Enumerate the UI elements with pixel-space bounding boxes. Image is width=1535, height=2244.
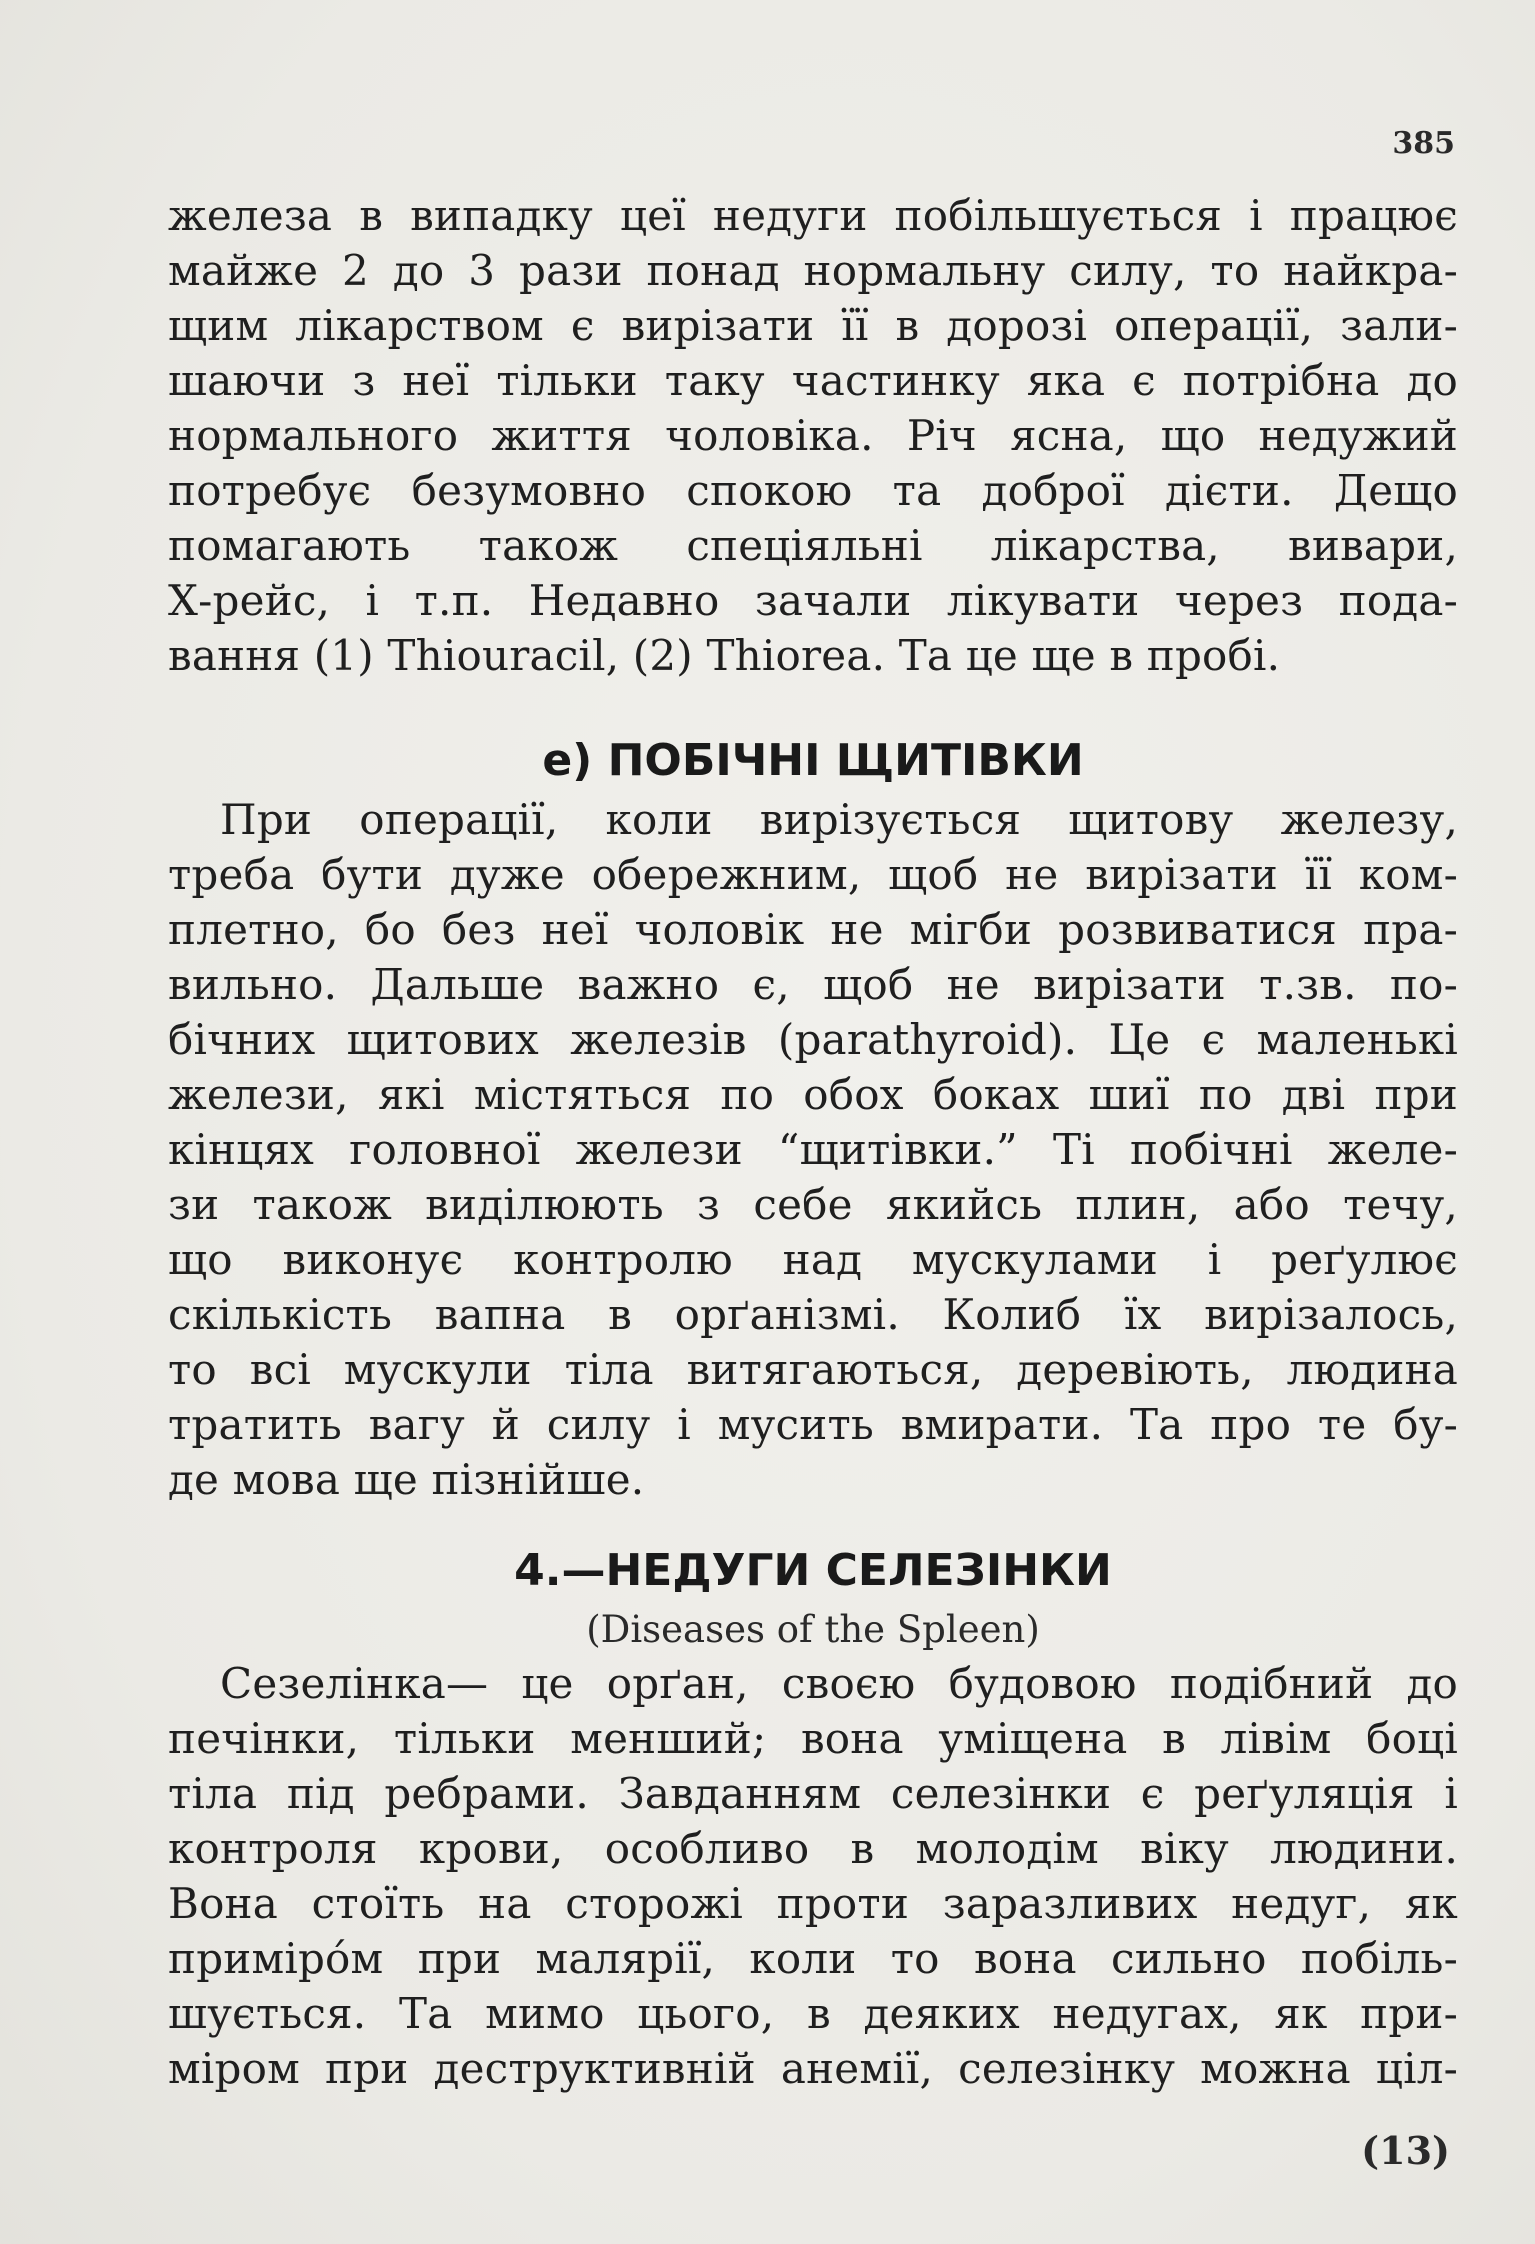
text-line: железа в випадку цеї недуги побільшується і працює: [168, 191, 1458, 240]
text-line: щим лікарством є вирізати її в дорозі операції, зали-: [168, 301, 1458, 350]
text-line: треба бути дуже обережним, щоб не вирізати її ком-: [168, 850, 1458, 899]
text-line: печінки, тільки менший; вона уміщена в лівім боці: [168, 1714, 1458, 1763]
text-line: кінцях головної желези “щитівки.” Ті побічні желе-: [168, 1125, 1458, 1174]
text-line: плетно, бо без неї чоловік не мігби розвиватися пра-: [168, 905, 1458, 954]
text-line: що виконує контролю над мускулами і реґулює: [168, 1235, 1458, 1284]
page-number: 385: [1392, 126, 1455, 161]
paragraph-parathyroid: [168, 792, 1458, 1507]
text-line: потребує безумовно спокою та доброї дієти. Дещо: [168, 466, 1458, 515]
paragraph-spleen: [168, 1656, 1458, 2096]
text-line: шаючи з неї тільки таку частинку яка є потрібна до: [168, 356, 1458, 405]
text-line: Х-рейс, і т.п. Недавно зачали лікувати через пода-: [168, 576, 1458, 625]
text-line: Вона стоїть на сторожі проти заразливих недуг, як: [168, 1879, 1458, 1928]
section-subheading-spleen: (Diseases of the Spleen): [586, 1608, 1040, 1651]
text-line: бічних щитових железів (parathyroid). Це є маленькі: [168, 1015, 1458, 1064]
text-line: шується. Та мимо цього, в деяких недугах, як при-: [168, 1989, 1458, 2038]
text-line: вання (1) Thiouracil, (2) Thiorea. Та це ще в пробі.: [168, 631, 1281, 680]
text-line: Сезелінка— це орґан, своєю будовою подібний до: [220, 1659, 1458, 1708]
text-line: тратить вагу й силу і мусить вмирати. Та про те бу-: [168, 1400, 1458, 1449]
text-line: де мова ще пізнійше.: [168, 1455, 645, 1504]
text-line: нормального життя чоловіка. Річ ясна, що недужий: [168, 411, 1458, 460]
signature-mark: (13): [1361, 2128, 1450, 2173]
text-line: тіла під ребрами. Завданням селезінки є реґуляція і: [168, 1769, 1458, 1818]
text-line: скількість вапна в орґанізмі. Колиб їх вирізалось,: [168, 1290, 1458, 1339]
text-line: примірóм при малярії, коли то вона сильно побіль-: [168, 1934, 1458, 1983]
text-line: то всі мускули тіла витягаються, деревіють, людина: [168, 1345, 1458, 1394]
text-line: майже 2 до 3 рази понад нормальну силу, то найкра-: [168, 246, 1458, 295]
text-line: помагають також спеціяльні лікарства, вивари,: [168, 521, 1458, 570]
paragraph-thyroid-treatment: [168, 188, 1458, 683]
section-heading-parathyroid: е) ПОБІЧНІ ЩИТІВКИ: [542, 735, 1084, 786]
text-line: зи також виділюють з себе якийсь плин, або течу,: [168, 1180, 1458, 1229]
text-line: міром при деструктивній анемії, селезінку можна цiл-: [168, 2044, 1458, 2093]
text-line: вильно. Дальше важно є, щоб не вирізати т.зв. по-: [168, 960, 1458, 1009]
text-line: При операції, коли вирізується щитову железу,: [220, 795, 1458, 844]
text-line: желези, які містяться по обох боках шиї по дві при: [168, 1070, 1458, 1119]
text-line: контроля крови, особливо в молодім віку людини.: [168, 1824, 1458, 1873]
section-heading-spleen: 4.—НЕДУГИ СЕЛЕЗІНКИ: [514, 1545, 1112, 1596]
